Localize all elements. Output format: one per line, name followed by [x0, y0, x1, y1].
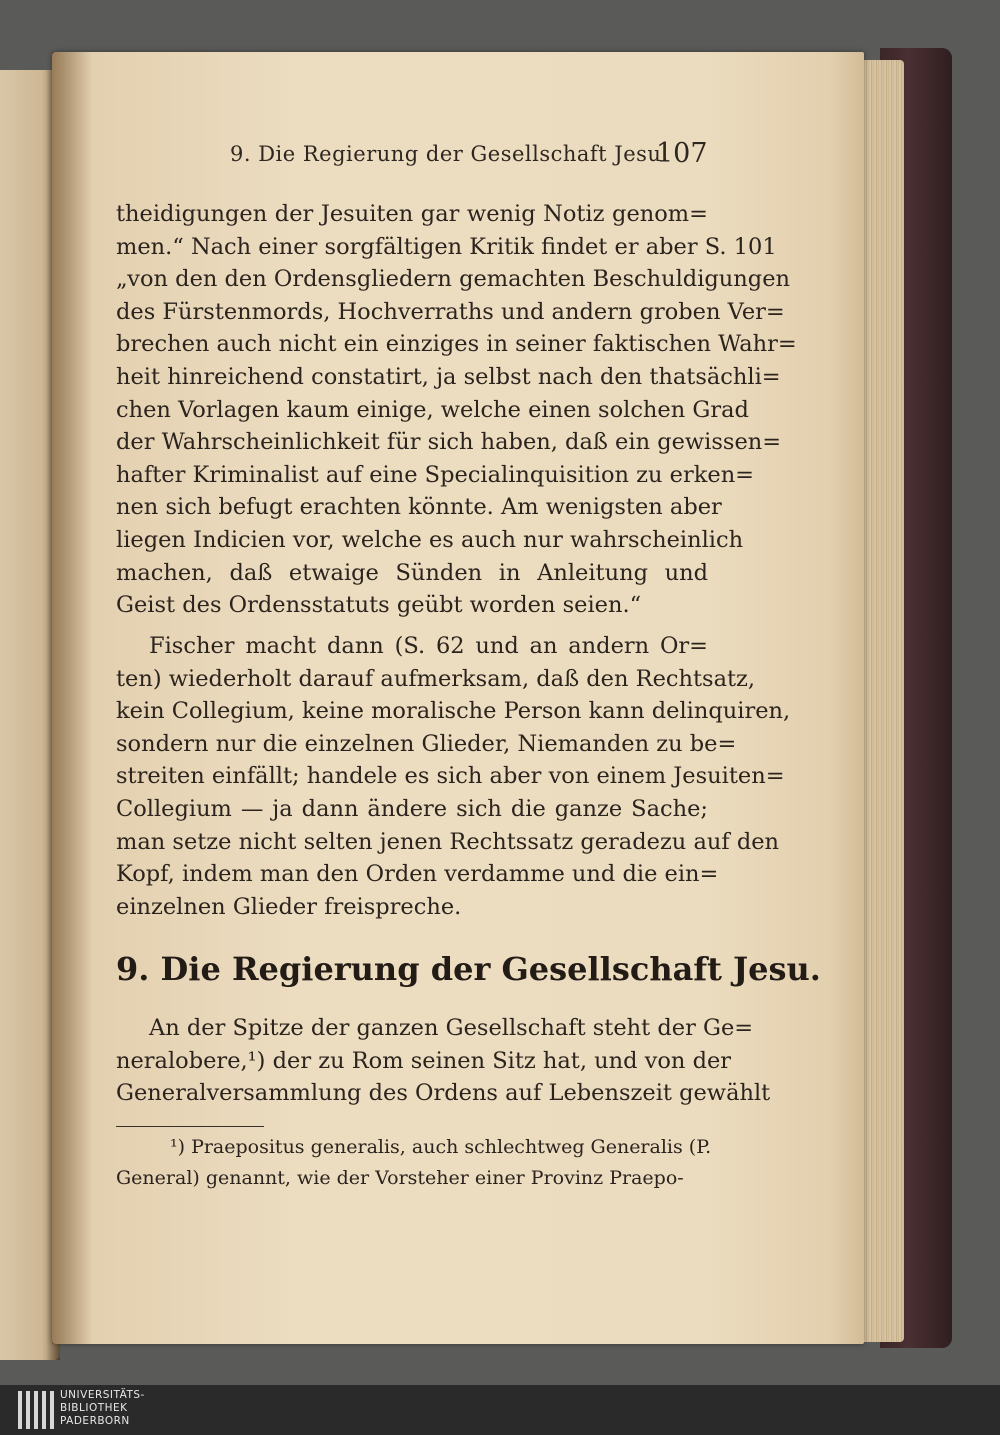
text-line: heit hinreichend constatirt, ja selbst nach den thatsächli=: [116, 363, 781, 390]
text-line: Collegium — ja dann ändere sich die ganze Sache;: [116, 795, 708, 822]
text-line: men.“ Nach einer sorgfältigen Kritik findet er aber S. 101: [116, 233, 777, 260]
text-line: nen sich befugt erachten könnte. Am wenigsten aber: [116, 494, 722, 521]
footnote: [116, 1132, 712, 1194]
book-page: [52, 52, 864, 1344]
footnote-line: General) genannt, wie der Vorsteher einer Provinz Praepo-: [116, 1167, 684, 1189]
text-line: liegen Indicien vor, welche es auch nur wahrscheinlich: [116, 526, 744, 553]
library-logo-bar: [0, 1385, 1000, 1435]
text-line: Kopf, indem man den Orden verdamme und die ein=: [116, 861, 719, 888]
logo-line: PADERBORN: [60, 1415, 130, 1427]
text-line: kein Collegium, keine moralische Person kann delinquiren,: [116, 698, 791, 725]
text-line: Geist des Ordensstatuts geübt worden seien.“: [116, 592, 642, 619]
page-number: 107: [656, 138, 708, 169]
section-heading: 9. Die Regierung der Gesellschaft Jesu.: [116, 950, 821, 988]
paragraph-continued: [116, 198, 797, 622]
facing-page-edge: [0, 70, 60, 1360]
gutter-shadow: [52, 52, 92, 1344]
text-line: brechen auch nicht ein einziges in seiner faktischen Wahr=: [116, 331, 797, 358]
logo-line: BIBLIOTHEK: [60, 1402, 128, 1414]
text-line: sondern nur die einzelnen Glieder, Niemanden zu be=: [116, 730, 737, 757]
footnote-rule: [116, 1126, 264, 1127]
text-line: ten) wiederholt darauf aufmerksam, daß den Rechtsatz,: [116, 665, 756, 692]
paragraph-general: [116, 1012, 771, 1110]
running-title: 9. Die Regierung der Gesellschaft Jesu.: [230, 142, 669, 166]
footnote-line: ¹) Praepositus generalis, auch schlechtweg Generalis (P.: [170, 1136, 712, 1158]
text-line: hafter Kriminalist auf eine Specialinquisition zu erken=: [116, 461, 755, 488]
text-line: einzelnen Glieder freispreche.: [116, 893, 462, 920]
text-line: machen, daß etwaige Sünden in Anleitung und: [116, 559, 708, 586]
text-line: man setze nicht selten jenen Rechtssatz geradezu auf den: [116, 828, 780, 855]
text-line: des Fürstenmords, Hochverraths und andern groben Ver=: [116, 298, 785, 325]
text-line: An der Spitze der ganzen Gesellschaft steht der Ge=: [149, 1015, 754, 1041]
paragraph-fischer: [116, 630, 791, 923]
text-line: streiten einfällt; handele es sich aber von einem Jesuiten=: [116, 763, 785, 790]
text-line: „von den den Ordensgliedern gemachten Beschuldigungen: [116, 266, 791, 293]
library-logo-icon: [18, 1391, 54, 1429]
text-line: neralobere,¹) der zu Rom seinen Sitz hat, und von der: [116, 1047, 732, 1074]
running-header: [230, 142, 708, 166]
logo-line: UNIVERSITÄTS-: [60, 1389, 145, 1401]
text-line: chen Vorlagen kaum einige, welche einen solchen Grad: [116, 396, 749, 423]
library-logo-text: [60, 1389, 145, 1428]
text-line: Generalversammlung des Ordens auf Lebenszeit gewählt: [116, 1080, 771, 1107]
text-line: theidigungen der Jesuiten gar wenig Notiz genom=: [116, 201, 708, 227]
text-line: der Wahrscheinlichkeit für sich haben, daß ein gewissen=: [116, 429, 782, 456]
text-line: Fischer macht dann (S. 62 und an andern Or=: [149, 633, 708, 659]
